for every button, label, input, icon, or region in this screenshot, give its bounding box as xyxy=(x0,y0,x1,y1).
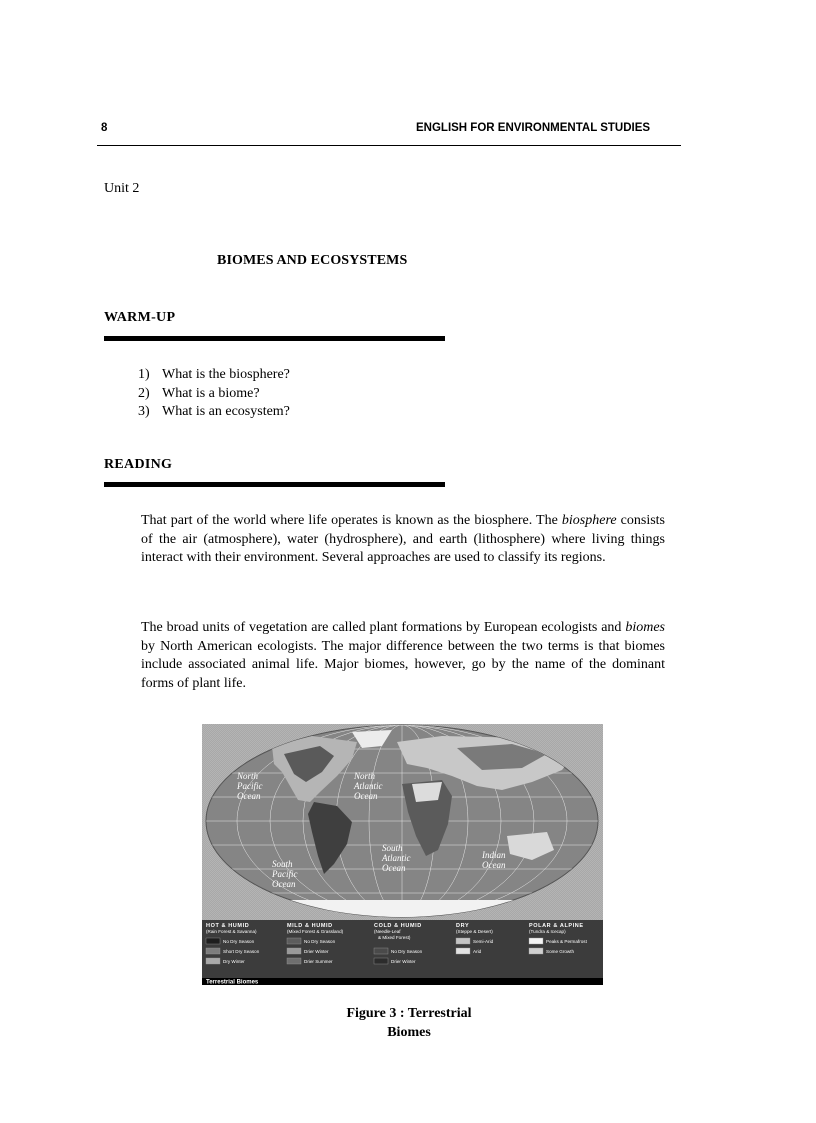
legend-item: Peaks & Permafrost xyxy=(546,939,587,944)
warmup-questions xyxy=(138,366,290,422)
legend-caption-bar xyxy=(202,978,603,985)
unit-label: Unit 2 xyxy=(104,181,140,196)
question-text: What is an ecosystem? xyxy=(162,404,290,419)
map-caption: Terrestrial Biomes xyxy=(206,979,259,985)
legend-polar-alpine-heading: POLAR & ALPINE xyxy=(529,923,584,929)
legend-item: Drier Winter xyxy=(304,949,329,954)
question-number: 1) xyxy=(138,367,150,382)
label-south-atlantic-1: South xyxy=(382,843,403,853)
legend-item: Drier Winter xyxy=(391,959,416,964)
question-number: 2) xyxy=(138,385,150,401)
paragraph-text: consists of the air (atmosphere), water (hydrosphere), and earth (lithosphere) where living things interact with their environment. Several approaches are used to classify its regions. xyxy=(141,513,665,565)
paragraph-text: The broad units of vegetation are called plant formations by European ecologists and xyxy=(141,620,626,635)
legend-hot-humid-sub: (Rain Forest & Savanna) xyxy=(206,929,257,934)
label-north-atlantic-2: Atlantic xyxy=(354,781,383,791)
question-text: What is the biosphere? xyxy=(162,367,290,382)
legend-item: No Dry Season xyxy=(223,939,255,944)
label-south-pacific-3: Ocean xyxy=(272,879,296,889)
swatch xyxy=(456,938,470,944)
legend-cold-humid-sub: (Needle-Leaf xyxy=(374,929,401,934)
legend-item: Drier Summer xyxy=(304,959,333,964)
legend-hot-humid-heading: HOT & HUMID xyxy=(206,923,250,929)
label-south-pacific-1: South xyxy=(272,859,293,869)
label-north-pacific-3: Ocean xyxy=(237,791,261,801)
question-item xyxy=(138,385,290,404)
figure-caption xyxy=(336,1004,482,1042)
warmup-heading: WARM-UP xyxy=(104,310,176,325)
label-north-atlantic-3: Ocean xyxy=(354,791,378,801)
question-item xyxy=(138,366,290,385)
legend-item: Semi-Arid xyxy=(473,939,494,944)
swatch xyxy=(287,948,301,954)
term-biosphere: biosphere xyxy=(561,513,617,528)
reading-paragraph-1 xyxy=(141,512,665,568)
legend-item: No Dry Season xyxy=(304,939,336,944)
swatch xyxy=(206,948,220,954)
swatch xyxy=(374,948,388,954)
chapter-title: BIOMES AND ECOSYSTEMS xyxy=(217,253,408,268)
label-north-atlantic-1: North xyxy=(354,771,376,781)
legend-item: No Dry Season xyxy=(391,949,423,954)
legend-item: Arid xyxy=(473,949,482,954)
swatch xyxy=(529,948,543,954)
legend-item: Some Growth xyxy=(546,949,575,954)
label-north-pacific-1: North xyxy=(237,771,259,781)
reading-heading: READING xyxy=(104,457,173,472)
label-south-pacific-2: Pacific xyxy=(272,869,298,879)
swatch xyxy=(456,948,470,954)
label-south-atlantic-2: Atlantic xyxy=(382,853,411,863)
swatch xyxy=(206,938,220,944)
reading-rule xyxy=(104,482,445,487)
page-number: 8 xyxy=(101,122,108,134)
label-south-atlantic-3: Ocean xyxy=(382,863,406,873)
swatch xyxy=(287,958,301,964)
legend-mild-humid-heading: MILD & HUMID xyxy=(287,923,333,929)
label-north-pacific-2: Pacific xyxy=(237,781,263,791)
figure-caption-line-1: Figure 3 : Terrestrial xyxy=(346,1006,472,1021)
sahara xyxy=(412,782,442,802)
running-title: ENGLISH FOR ENVIRONMENTAL STUDIES xyxy=(416,122,651,134)
legend-item: Dry Winter xyxy=(223,959,245,964)
swatch xyxy=(287,938,301,944)
legend-item: Short Dry Season xyxy=(223,949,260,954)
legend-cold-humid-sub2: & Mixed Forest) xyxy=(378,935,411,940)
warmup-rule xyxy=(104,336,445,341)
label-indian-2: Ocean xyxy=(482,860,506,870)
reading-paragraph-2 xyxy=(141,619,665,693)
figure-caption-line-2: Biomes xyxy=(387,1025,431,1040)
legend-dry-heading: DRY xyxy=(456,923,470,929)
biomes-map-figure xyxy=(202,724,603,985)
swatch xyxy=(374,958,388,964)
question-number: 3) xyxy=(138,404,150,419)
paragraph-text: That part of the world where life operates is known as the biosphere. The xyxy=(141,513,562,528)
term-biomes: biomes xyxy=(625,620,665,635)
legend-polar-alpine-sub: (Tundra & Icecap) xyxy=(529,929,566,934)
swatch xyxy=(206,958,220,964)
legend-cold-humid-heading: COLD & HUMID xyxy=(374,923,422,929)
question-text: What is a biome? xyxy=(162,385,260,401)
label-indian-1: Indian xyxy=(482,850,506,860)
swatch xyxy=(529,938,543,944)
question-item xyxy=(138,403,290,422)
legend-dry-sub: (Steppe & Desert) xyxy=(456,929,493,934)
header-rule xyxy=(97,145,681,146)
paragraph-text: by North American ecologists. The major difference between the two terms is that biomes include associated animal life. Major biomes, however, go by the name of the dominant forms of plant life. xyxy=(141,638,665,691)
legend-mild-humid-sub: (Mixed Forest & Grassland) xyxy=(287,929,344,934)
